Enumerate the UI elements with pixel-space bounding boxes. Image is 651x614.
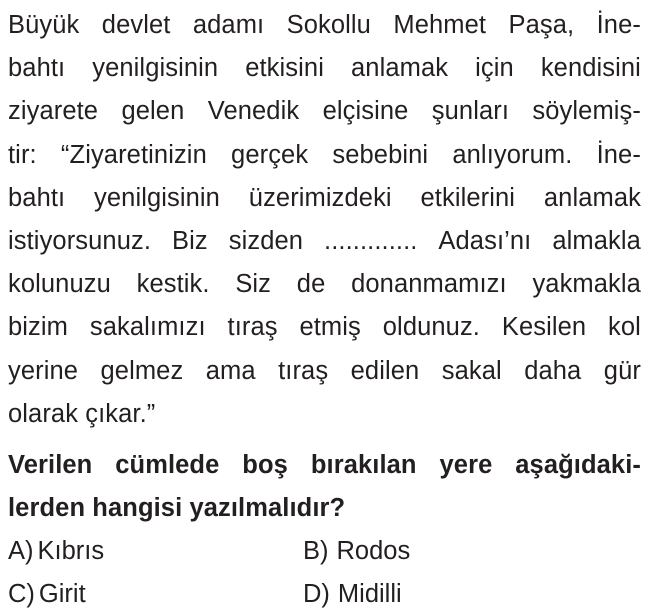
passage-line: olarak çıkar.” — [8, 399, 156, 428]
option-a[interactable] — [8, 536, 104, 566]
passage-line: tir: “Ziyaretinizin gerçek sebebini anlıyorum. İne- — [8, 140, 641, 169]
option-c-text: Girit — [38, 580, 86, 608]
option-c[interactable] — [8, 579, 86, 609]
option-b[interactable] — [303, 536, 410, 566]
option-b-text: Rodos — [336, 537, 411, 565]
option-b-letter: B) — [303, 537, 329, 565]
option-d-letter: D) — [303, 580, 330, 608]
option-d[interactable] — [303, 579, 402, 609]
question-line: Verilen cümlede boş bırakılan yere aşağıdaki- — [8, 451, 641, 479]
option-a-letter: A) — [8, 537, 34, 565]
passage-line: Büyük devlet adamı Sokollu Mehmet Paşa, İne- — [8, 11, 641, 39]
passage-line: ziyarete gelen Venedik elçisine şunları söylemiş- — [8, 97, 641, 126]
option-a-text: Kıbrıs — [37, 537, 105, 565]
passage-line: bahtı yenilgisinin etkisini anlamak için kendisini — [8, 54, 641, 83]
option-d-text: Midilli — [337, 580, 402, 608]
passage-line: bahtı yenilgisinin üzerimizdeki etkilerini anlamak — [8, 183, 641, 212]
passage-line: bizim sakalımızı tıraş etmiş oldunuz. Kesilen kol — [8, 313, 641, 342]
question-line: lerden hangisi yazılmalıdır? — [8, 494, 346, 522]
passage-line: kolunuzu kestik. Siz de donanmamızı yakmakla — [8, 270, 641, 299]
passage-line: istiyorsunuz. Biz sizden ............. Adası’nı almakla — [8, 227, 641, 255]
option-c-letter: C) — [8, 580, 35, 608]
passage-line: yerine gelmez ama tıraş edilen sakal daha gür — [8, 356, 641, 385]
